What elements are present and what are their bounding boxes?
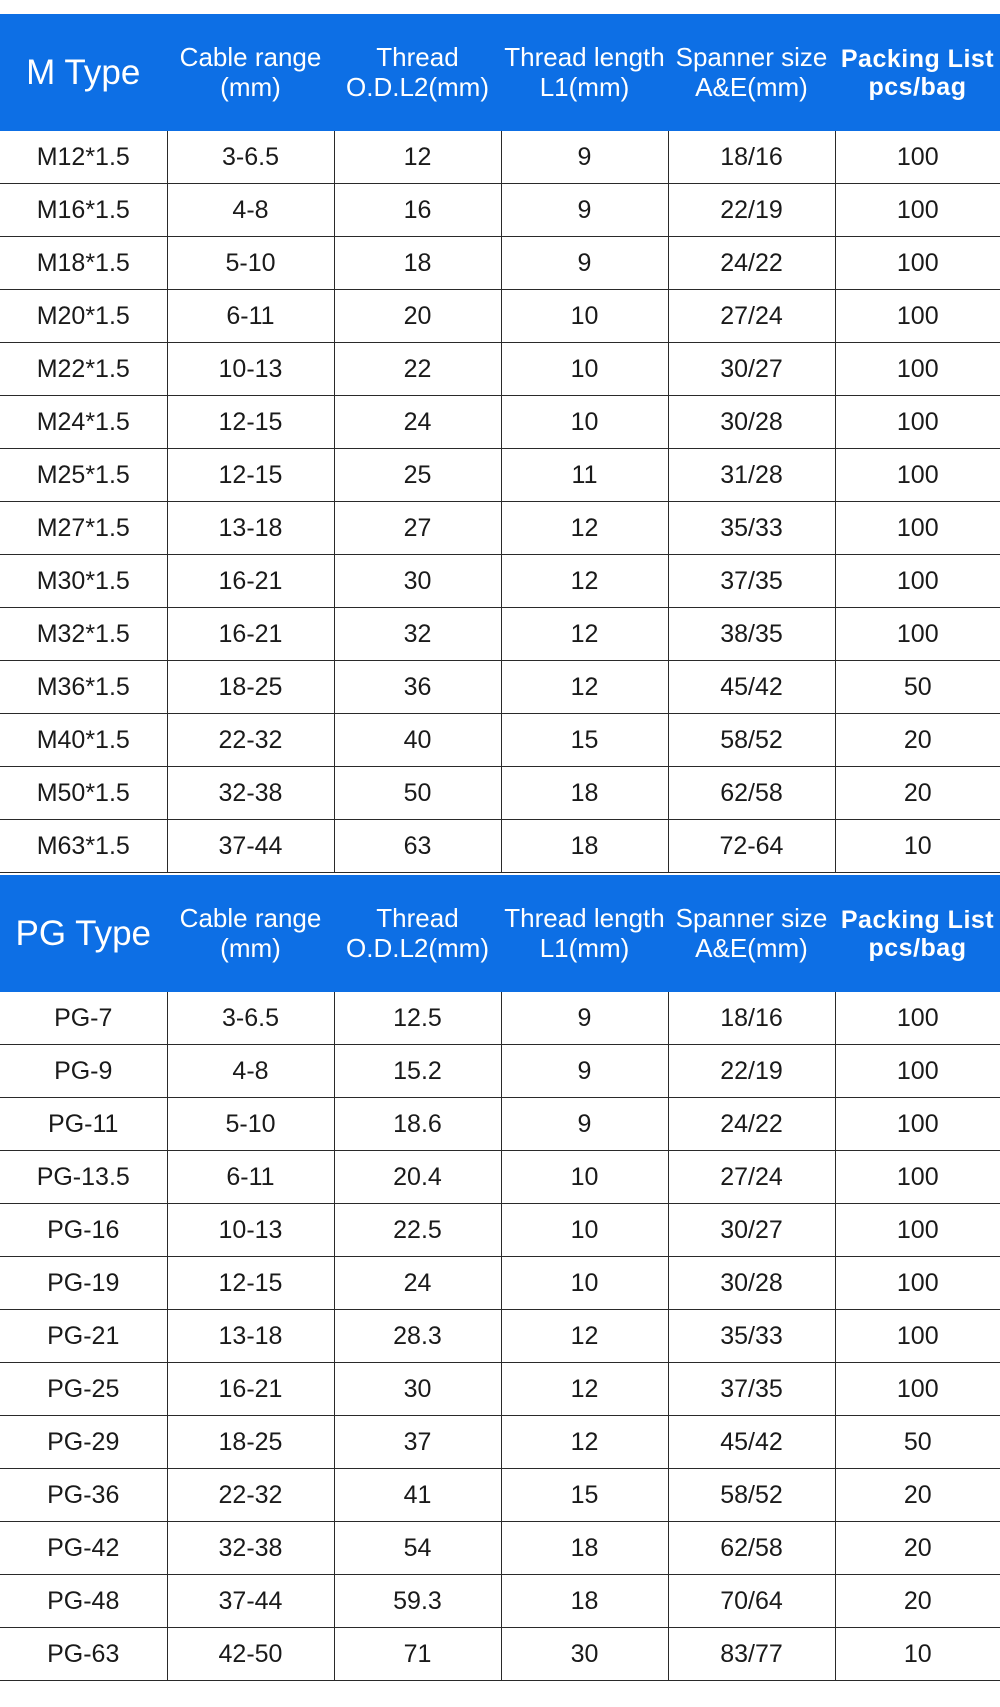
header-spanner-size [668, 15, 835, 131]
header-line: pcs/bag [868, 933, 967, 962]
cell-thread-length: 9 [501, 237, 668, 290]
table-row [0, 1098, 1000, 1151]
cell-spanner-size: 38/35 [668, 608, 835, 661]
cell-packing-qty: 100 [835, 1257, 1000, 1310]
header-packing-list [835, 15, 1000, 131]
cell-thread-length: 12 [501, 608, 668, 661]
cell-thread-od: 27 [334, 502, 501, 555]
cell-packing-qty: 100 [835, 555, 1000, 608]
cell-thread-length: 9 [501, 184, 668, 237]
table-row [0, 661, 1000, 714]
table-row [0, 343, 1000, 396]
cell-packing-qty: 20 [835, 1522, 1000, 1575]
header-line: (mm) [220, 932, 281, 963]
table-row [0, 1522, 1000, 1575]
pg-type-title: PG Type [0, 876, 167, 992]
cell-type: M40*1.5 [0, 714, 167, 767]
cell-cable-range: 37-44 [167, 820, 334, 873]
cell-type: M32*1.5 [0, 608, 167, 661]
cell-type: PG-9 [0, 1045, 167, 1098]
cell-cable-range: 13-18 [167, 1310, 334, 1363]
cell-cable-range: 22-32 [167, 714, 334, 767]
cell-spanner-size: 24/22 [668, 1098, 835, 1151]
m-type-table-body [0, 131, 1000, 873]
cell-cable-range: 5-10 [167, 237, 334, 290]
table-row [0, 184, 1000, 237]
table-row [0, 1363, 1000, 1416]
m-type-table [0, 14, 1000, 873]
header-line: Thread length [504, 42, 665, 73]
cell-type: M22*1.5 [0, 343, 167, 396]
header-line: (mm) [220, 71, 281, 102]
cell-thread-length: 11 [501, 449, 668, 502]
cell-type: M12*1.5 [0, 131, 167, 184]
cell-thread-od: 18 [334, 237, 501, 290]
table-row [0, 1310, 1000, 1363]
cell-cable-range: 22-32 [167, 1469, 334, 1522]
cell-packing-qty: 50 [835, 661, 1000, 714]
cell-spanner-size: 22/19 [668, 1045, 835, 1098]
cell-spanner-size: 30/28 [668, 396, 835, 449]
cell-cable-range: 37-44 [167, 1575, 334, 1628]
cell-cable-range: 12-15 [167, 449, 334, 502]
table-row [0, 1151, 1000, 1204]
cell-type: PG-36 [0, 1469, 167, 1522]
cell-packing-qty: 100 [835, 1310, 1000, 1363]
cell-thread-od: 12 [334, 131, 501, 184]
cell-cable-range: 18-25 [167, 661, 334, 714]
cell-spanner-size: 45/42 [668, 1416, 835, 1469]
table-row [0, 714, 1000, 767]
header-cable-range [167, 876, 334, 992]
m-type-title: M Type [0, 15, 167, 131]
cell-spanner-size: 83/77 [668, 1628, 835, 1681]
cell-spanner-size: 70/64 [668, 1575, 835, 1628]
header-line: O.D.L2(mm) [346, 932, 489, 963]
cell-type: PG-21 [0, 1310, 167, 1363]
cell-cable-range: 16-21 [167, 608, 334, 661]
header-line: L1(mm) [539, 71, 630, 102]
cell-thread-length: 12 [501, 502, 668, 555]
cell-packing-qty: 100 [835, 131, 1000, 184]
cell-packing-qty: 100 [835, 608, 1000, 661]
cell-cable-range: 4-8 [167, 184, 334, 237]
cell-thread-od: 24 [334, 396, 501, 449]
cell-thread-od: 25 [334, 449, 501, 502]
cell-thread-length: 10 [501, 290, 668, 343]
table-row [0, 1257, 1000, 1310]
cell-thread-od: 30 [334, 1363, 501, 1416]
cell-packing-qty: 100 [835, 184, 1000, 237]
cell-cable-range: 12-15 [167, 396, 334, 449]
cell-thread-od: 41 [334, 1469, 501, 1522]
cell-packing-qty: 20 [835, 767, 1000, 820]
table-row [0, 502, 1000, 555]
header-line: pcs/bag [868, 72, 967, 101]
cell-packing-qty: 100 [835, 1151, 1000, 1204]
spec-sheet [0, 14, 1000, 1681]
cell-spanner-size: 24/22 [668, 237, 835, 290]
cell-thread-od: 20 [334, 290, 501, 343]
cell-packing-qty: 100 [835, 237, 1000, 290]
cell-thread-length: 18 [501, 820, 668, 873]
cell-thread-length: 9 [501, 131, 668, 184]
cell-packing-qty: 100 [835, 1098, 1000, 1151]
header-spanner-size [668, 876, 835, 992]
cell-thread-od: 36 [334, 661, 501, 714]
cell-type: M50*1.5 [0, 767, 167, 820]
table-row [0, 290, 1000, 343]
cell-packing-qty: 100 [835, 343, 1000, 396]
cell-thread-length: 10 [501, 1204, 668, 1257]
cell-spanner-size: 27/24 [668, 290, 835, 343]
cell-thread-length: 18 [501, 1575, 668, 1628]
cell-thread-length: 18 [501, 767, 668, 820]
cell-cable-range: 10-13 [167, 1204, 334, 1257]
cell-spanner-size: 58/52 [668, 714, 835, 767]
cell-thread-od: 37 [334, 1416, 501, 1469]
cell-thread-length: 9 [501, 1045, 668, 1098]
cell-type: PG-11 [0, 1098, 167, 1151]
m-type-header-row [0, 15, 1000, 131]
cell-packing-qty: 100 [835, 449, 1000, 502]
table-row [0, 767, 1000, 820]
cell-thread-od: 22 [334, 343, 501, 396]
cell-type: M16*1.5 [0, 184, 167, 237]
cell-type: M30*1.5 [0, 555, 167, 608]
header-line: Spanner size [675, 42, 828, 73]
header-thread-length [501, 15, 668, 131]
cell-spanner-size: 37/35 [668, 1363, 835, 1416]
cell-thread-od: 30 [334, 555, 501, 608]
cell-thread-length: 12 [501, 1363, 668, 1416]
cell-type: M27*1.5 [0, 502, 167, 555]
header-line: Thread length [504, 903, 665, 934]
cell-cable-range: 5-10 [167, 1098, 334, 1151]
cell-spanner-size: 22/19 [668, 184, 835, 237]
cell-thread-od: 20.4 [334, 1151, 501, 1204]
table-row [0, 608, 1000, 661]
cell-packing-qty: 20 [835, 1469, 1000, 1522]
table-row [0, 1045, 1000, 1098]
cell-thread-length: 10 [501, 1151, 668, 1204]
cell-thread-length: 15 [501, 714, 668, 767]
cell-type: PG-7 [0, 992, 167, 1045]
pg-type-table [0, 875, 1000, 1681]
pg-type-header-row [0, 876, 1000, 992]
cell-packing-qty: 100 [835, 1363, 1000, 1416]
cell-spanner-size: 72-64 [668, 820, 835, 873]
cell-spanner-size: 37/35 [668, 555, 835, 608]
cell-thread-od: 71 [334, 1628, 501, 1681]
cell-spanner-size: 62/58 [668, 767, 835, 820]
cell-thread-length: 9 [501, 1098, 668, 1151]
cell-cable-range: 3-6.5 [167, 992, 334, 1045]
header-line: Thread [376, 42, 459, 73]
header-line: Spanner size [675, 903, 828, 934]
table-row [0, 1416, 1000, 1469]
cell-type: M24*1.5 [0, 396, 167, 449]
cell-type: M36*1.5 [0, 661, 167, 714]
cell-cable-range: 6-11 [167, 290, 334, 343]
cell-spanner-size: 58/52 [668, 1469, 835, 1522]
cell-thread-length: 12 [501, 1416, 668, 1469]
cell-spanner-size: 27/24 [668, 1151, 835, 1204]
cell-thread-length: 15 [501, 1469, 668, 1522]
cell-spanner-size: 18/16 [668, 992, 835, 1045]
cell-spanner-size: 62/58 [668, 1522, 835, 1575]
cell-cable-range: 18-25 [167, 1416, 334, 1469]
cell-cable-range: 4-8 [167, 1045, 334, 1098]
header-line: Packing List [840, 905, 995, 934]
table-row [0, 1204, 1000, 1257]
cell-spanner-size: 30/27 [668, 343, 835, 396]
cell-packing-qty: 100 [835, 290, 1000, 343]
header-line: L1(mm) [539, 932, 630, 963]
cell-thread-od: 54 [334, 1522, 501, 1575]
table-row [0, 820, 1000, 873]
table-row [0, 555, 1000, 608]
table-row [0, 1628, 1000, 1681]
cell-spanner-size: 30/27 [668, 1204, 835, 1257]
cell-thread-length: 10 [501, 396, 668, 449]
table-row [0, 396, 1000, 449]
cell-type: M20*1.5 [0, 290, 167, 343]
table-row [0, 237, 1000, 290]
cell-spanner-size: 31/28 [668, 449, 835, 502]
table-row [0, 131, 1000, 184]
header-thread-length [501, 876, 668, 992]
cell-type: M63*1.5 [0, 820, 167, 873]
header-cable-range [167, 15, 334, 131]
header-thread-od [334, 15, 501, 131]
cell-packing-qty: 100 [835, 1045, 1000, 1098]
cell-thread-length: 10 [501, 343, 668, 396]
cell-spanner-size: 18/16 [668, 131, 835, 184]
table-row [0, 1575, 1000, 1628]
cell-type: M25*1.5 [0, 449, 167, 502]
cell-cable-range: 32-38 [167, 1522, 334, 1575]
cell-thread-length: 12 [501, 1310, 668, 1363]
cell-packing-qty: 10 [835, 820, 1000, 873]
cell-cable-range: 42-50 [167, 1628, 334, 1681]
cell-thread-od: 15.2 [334, 1045, 501, 1098]
cell-packing-qty: 10 [835, 1628, 1000, 1681]
cell-packing-qty: 100 [835, 1204, 1000, 1257]
cell-cable-range: 3-6.5 [167, 131, 334, 184]
cell-packing-qty: 100 [835, 502, 1000, 555]
cell-thread-od: 18.6 [334, 1098, 501, 1151]
cell-thread-od: 40 [334, 714, 501, 767]
cell-thread-length: 9 [501, 992, 668, 1045]
cell-spanner-size: 35/33 [668, 502, 835, 555]
header-packing-list [835, 876, 1000, 992]
cell-type: PG-19 [0, 1257, 167, 1310]
cell-packing-qty: 100 [835, 396, 1000, 449]
header-line: Cable range [179, 903, 322, 934]
cell-thread-od: 63 [334, 820, 501, 873]
cell-type: M18*1.5 [0, 237, 167, 290]
header-line: A&E(mm) [695, 932, 808, 963]
table-row [0, 1469, 1000, 1522]
cell-thread-length: 12 [501, 661, 668, 714]
cell-type: PG-13.5 [0, 1151, 167, 1204]
cell-thread-od: 12.5 [334, 992, 501, 1045]
header-line: Thread [376, 903, 459, 934]
cell-cable-range: 12-15 [167, 1257, 334, 1310]
cell-cable-range: 16-21 [167, 1363, 334, 1416]
cell-packing-qty: 50 [835, 1416, 1000, 1469]
header-line: Cable range [179, 42, 322, 73]
cell-type: PG-63 [0, 1628, 167, 1681]
cell-thread-od: 24 [334, 1257, 501, 1310]
cell-thread-od: 22.5 [334, 1204, 501, 1257]
table-row [0, 449, 1000, 502]
cell-cable-range: 13-18 [167, 502, 334, 555]
cell-type: PG-29 [0, 1416, 167, 1469]
cell-spanner-size: 35/33 [668, 1310, 835, 1363]
cell-packing-qty: 20 [835, 1575, 1000, 1628]
cell-packing-qty: 20 [835, 714, 1000, 767]
header-line: O.D.L2(mm) [346, 71, 489, 102]
header-thread-od [334, 876, 501, 992]
cell-thread-length: 12 [501, 555, 668, 608]
header-line: A&E(mm) [695, 71, 808, 102]
cell-thread-od: 32 [334, 608, 501, 661]
cell-thread-od: 16 [334, 184, 501, 237]
cell-type: PG-42 [0, 1522, 167, 1575]
cell-cable-range: 10-13 [167, 343, 334, 396]
cell-cable-range: 32-38 [167, 767, 334, 820]
table-row [0, 992, 1000, 1045]
cell-type: PG-16 [0, 1204, 167, 1257]
cell-type: PG-48 [0, 1575, 167, 1628]
cell-thread-od: 59.3 [334, 1575, 501, 1628]
cell-spanner-size: 30/28 [668, 1257, 835, 1310]
cell-cable-range: 16-21 [167, 555, 334, 608]
cell-thread-od: 28.3 [334, 1310, 501, 1363]
pg-type-table-body [0, 992, 1000, 1681]
cell-thread-length: 18 [501, 1522, 668, 1575]
cell-packing-qty: 100 [835, 992, 1000, 1045]
cell-cable-range: 6-11 [167, 1151, 334, 1204]
header-line: Packing List [840, 44, 995, 73]
cell-spanner-size: 45/42 [668, 661, 835, 714]
cell-thread-length: 30 [501, 1628, 668, 1681]
cell-type: PG-25 [0, 1363, 167, 1416]
cell-thread-length: 10 [501, 1257, 668, 1310]
cell-thread-od: 50 [334, 767, 501, 820]
